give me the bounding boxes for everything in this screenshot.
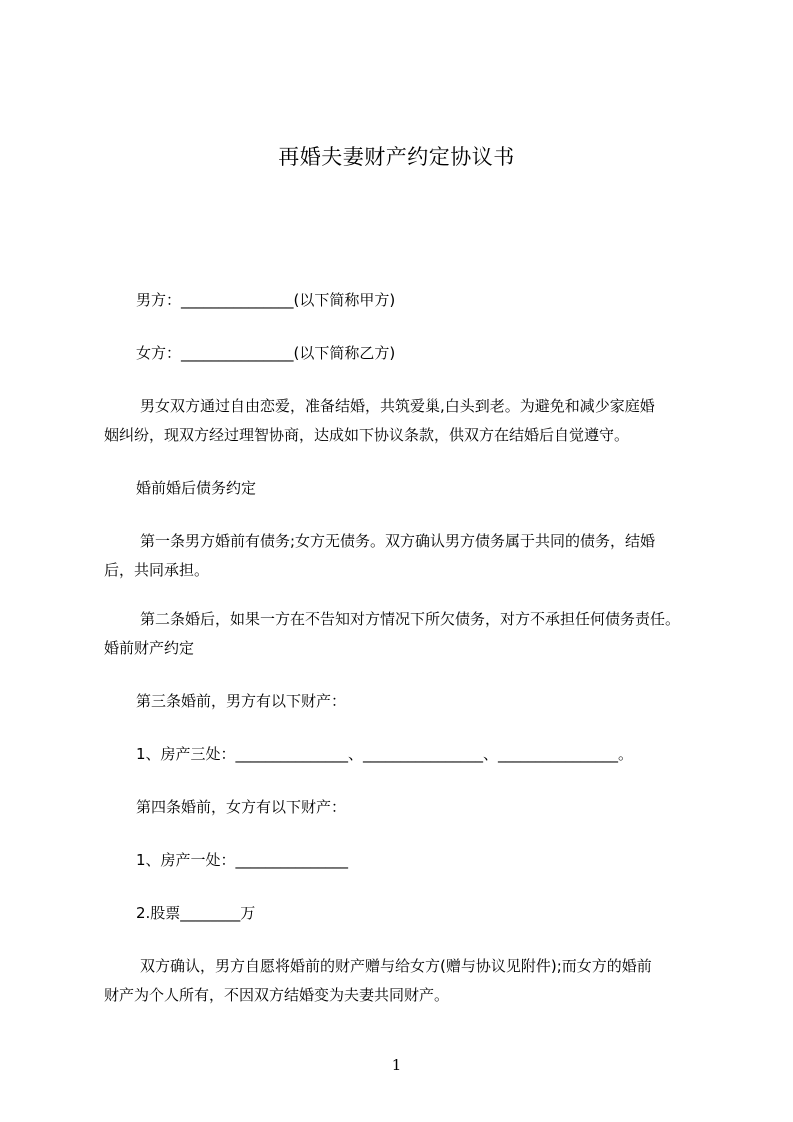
article-4: 第四条婚前，女方有以下财产：: [136, 798, 347, 816]
intro-paragraph-line-1: 男女双方通过自由恋爱，准备结婚，共筑爱巢,白头到老。为避免和减少家庭婚: [140, 397, 655, 415]
heading-debt: 婚前婚后债务约定: [136, 479, 257, 497]
article-4-item-2: 2.股票________万: [136, 904, 256, 922]
confirm-paragraph-line-2: 财产为个人所有，不因双方结婚变为夫妻共同财产。: [104, 986, 450, 1004]
heading-property: 婚前财产约定: [104, 639, 195, 657]
male-party-line: 男方：_______________(以下简称甲方): [136, 291, 396, 309]
document-title: 再婚夫妻财产约定协议书: [278, 145, 515, 169]
article-4-item-1: 1、房产一处：_______________: [136, 851, 349, 869]
intro-paragraph-line-2: 姻纠纷，现双方经过理智协商，达成如下协议条款，供双方在结婚后自觉遵守。: [104, 426, 630, 444]
article-1-line-1: 第一条男方婚前有债务;女方无债务。双方确认男方债务属于共同的债务，结婚: [140, 532, 656, 550]
page-number: 1: [391, 1056, 402, 1074]
article-3: 第三条婚前，男方有以下财产：: [136, 692, 347, 710]
article-2-line: 第二条婚后，如果一方在不告知对方情况下所欠债务，对方不承担任何债务责任。: [140, 610, 681, 628]
female-party-line: 女方：_______________(以下简称乙方): [136, 344, 396, 362]
confirm-paragraph-line-1: 双方确认，男方自愿将婚前的财产赠与给女方(赠与协议见附件);而女方的婚前: [140, 957, 652, 975]
article-1-line-2: 后，共同承担。: [104, 561, 210, 579]
article-3-item-1: 1、房产三处：_______________、________________、________________。: [136, 745, 634, 763]
